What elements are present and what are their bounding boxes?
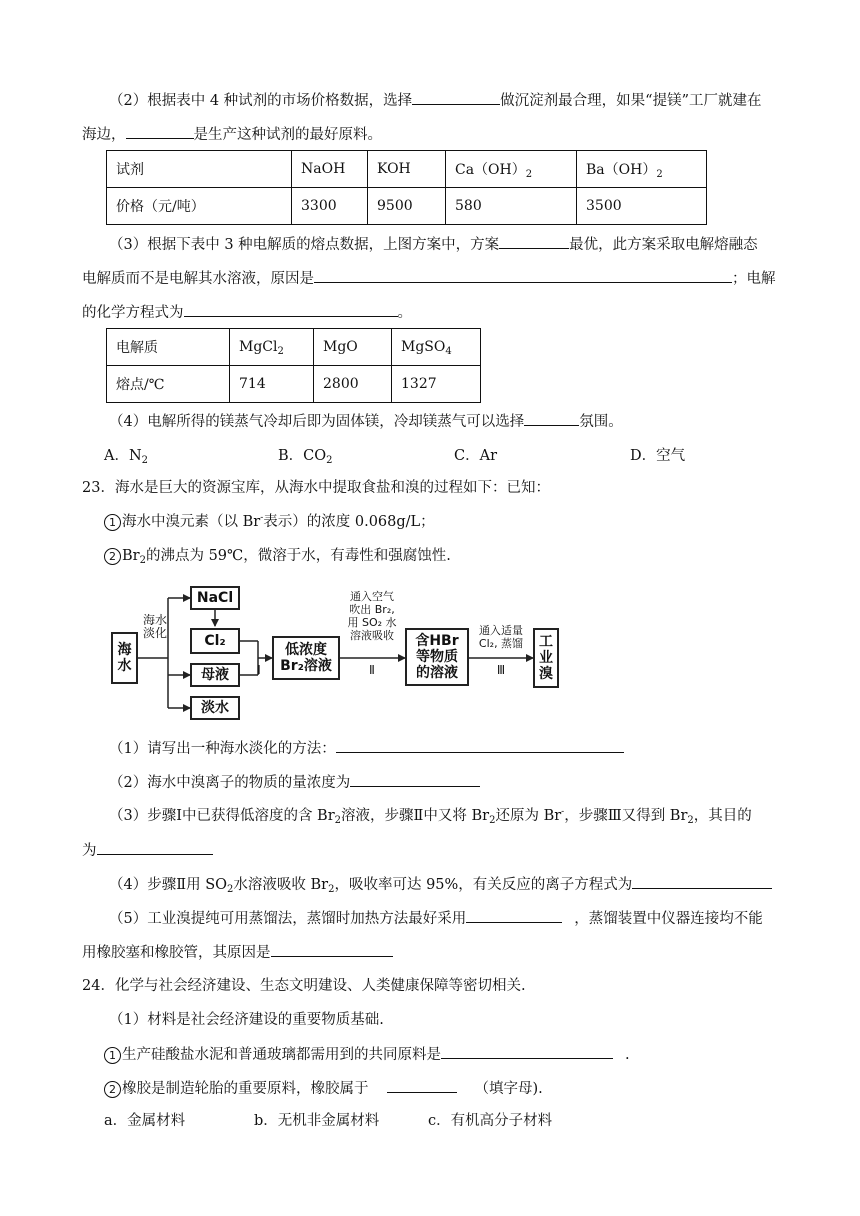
step-1-label: Ⅰ bbox=[257, 663, 261, 677]
answer-blank[interactable] bbox=[97, 840, 213, 855]
table-cell: MgO bbox=[314, 329, 392, 366]
q23-sub5-line2: 用橡胶塞和橡胶管，其原因是 bbox=[82, 942, 393, 963]
q23-known-1: 1 海水中溴元素（以 Br-表示）的浓度 0.068g/L； bbox=[104, 512, 435, 532]
q24-option-a[interactable]: a．金属材料 bbox=[104, 1113, 186, 1129]
table-cell: NaOH bbox=[292, 151, 368, 188]
option-d[interactable]: D．空气 bbox=[630, 448, 686, 464]
q24-stem: 24．化学与社会经济建设、生态文明建设、人类健康保障等密切相关. bbox=[82, 978, 526, 994]
table-cell: 3300 bbox=[292, 188, 368, 225]
q23-sub5-line1: （5）工业溴提纯可用蒸馏法，蒸馏时加热方法最好采用 ，蒸馏装置中仪器连接均不能 bbox=[109, 908, 763, 929]
q23-known-2: 2 $Br_2$的沸点为 59℃，微溶于水，有毒性和强腐蚀性. bbox=[104, 546, 451, 566]
low-concentration-box: 低浓度 Br₂溶液 bbox=[272, 636, 340, 680]
answer-blank[interactable] bbox=[350, 772, 480, 787]
desalination-label: 海水 淡化 bbox=[142, 613, 167, 640]
cl2-box: Cl₂ bbox=[190, 628, 240, 654]
circled-number: 2 bbox=[104, 1081, 121, 1098]
answer-blank[interactable] bbox=[441, 1044, 613, 1059]
table-cell: 714 bbox=[230, 366, 314, 403]
q23-sub3-line2: 为 bbox=[82, 840, 213, 861]
q23-sub1: （1）请写出一种海水淡化的方法： bbox=[109, 738, 624, 759]
circled-number: 2 bbox=[104, 548, 121, 565]
table-cell: KOH bbox=[368, 151, 446, 188]
q23-sub3-line1: （3）步骤Ⅰ中已获得低溶度的含 $Br_2$溶液，步骤Ⅱ中又将 $Br_2$还原为 Br-，步骤Ⅲ又得到 $Br_2$，其目的 bbox=[109, 807, 752, 826]
q24-item1: 1 生产硅酸盐水泥和普通玻璃都需用到的共同原料是 . bbox=[104, 1044, 630, 1065]
q22-part4: （4）电解所得的镁蒸气冷却后即为固体镁，冷却镁蒸气可以选择 氛围。 bbox=[109, 411, 623, 432]
option-a[interactable]: A．$N_2$ bbox=[104, 448, 149, 466]
table-cell: $Ca(OH)_2$ bbox=[446, 151, 577, 188]
step-2-label: Ⅱ bbox=[369, 663, 375, 677]
answer-blank[interactable] bbox=[632, 874, 772, 889]
circled-number: 1 bbox=[104, 1047, 121, 1064]
step-2-condition: 通入空气 吹出 Br₂, 用 SO₂ 水 溶液吸收 bbox=[347, 590, 397, 642]
table-cell: 电解质 bbox=[107, 329, 230, 366]
table-cell: $Ba(OH)_2$ bbox=[577, 151, 707, 188]
q23-sub2: （2）海水中溴离子的物质的量浓度为 bbox=[109, 772, 480, 793]
q22-part2-line2: 海边， 是生产这种试剂的最好原料。 bbox=[82, 124, 382, 145]
table-cell: 9500 bbox=[368, 188, 446, 225]
q22-part3-line3: 的化学方程式为 。 bbox=[82, 302, 412, 323]
table-cell: MgCl$_2$ bbox=[230, 329, 314, 366]
q24-option-b[interactable]: b．无机非金属材料 bbox=[254, 1113, 380, 1129]
answer-blank[interactable] bbox=[271, 942, 393, 957]
q23-sub4: （4）步骤Ⅱ用 $SO_2$水溶液吸收 $Br_2$，吸收率可达 95%，有关反应的离子方程式为 bbox=[109, 874, 772, 895]
q22-part2-line1: （2）根据表中 4 种试剂的市场价格数据，选择 做沉淀剂最合理，如果“提镁”工厂就建在 bbox=[109, 90, 762, 111]
answer-blank[interactable] bbox=[466, 908, 562, 923]
q24-sub1: （1）材料是社会经济建设的重要物质基础. bbox=[109, 1012, 384, 1028]
hbr-solution-box: 含HBr 等物质 的溶液 bbox=[405, 628, 469, 686]
option-c[interactable]: C．Ar bbox=[454, 448, 497, 464]
mother-liquor-box: 母液 bbox=[190, 663, 240, 687]
nacl-box: NaCl bbox=[190, 586, 240, 610]
industrial-bromine-box: 工 业 溴 bbox=[533, 628, 559, 688]
step-3-label: Ⅲ bbox=[496, 663, 506, 677]
table-cell: 1327 bbox=[392, 366, 481, 403]
q22-part3-line2: 电解质而不是电解其水溶液，原因是 ；电解 bbox=[82, 268, 776, 289]
q23-stem: 23．海水是巨大的资源宝库，从海水中提取食盐和溴的过程如下：已知： bbox=[82, 480, 550, 496]
seawater-box: 海水 bbox=[111, 632, 138, 684]
q24-option-c[interactable]: c．有机高分子材料 bbox=[428, 1113, 553, 1129]
table-cell: MgSO$_4$ bbox=[392, 329, 481, 366]
answer-blank[interactable] bbox=[387, 1078, 457, 1093]
table-cell: 试剂 bbox=[107, 151, 292, 188]
step-3-condition: 通入适量 Cl₂, 蒸馏 bbox=[478, 624, 524, 650]
q22-part3-line1: （3）根据下表中 3 种电解质的熔点数据，上图方案中，方案 最优，此方案采取电解熔融态 bbox=[109, 234, 758, 255]
answer-blank[interactable] bbox=[336, 738, 624, 753]
table-cell: 熔点/℃ bbox=[107, 366, 230, 403]
table-cell: 价格（元/吨） bbox=[107, 188, 292, 225]
table-cell: 3500 bbox=[577, 188, 707, 225]
table-cell: 580 bbox=[446, 188, 577, 225]
q24-item2: 2 橡胶是制造轮胎的重要原料，橡胶属于 （填字母). bbox=[104, 1078, 543, 1099]
circled-number: 1 bbox=[104, 514, 121, 531]
table-cell: 2800 bbox=[314, 366, 392, 403]
option-b[interactable]: B．$CO_2$ bbox=[278, 448, 333, 466]
fresh-water-box: 淡水 bbox=[190, 696, 240, 720]
